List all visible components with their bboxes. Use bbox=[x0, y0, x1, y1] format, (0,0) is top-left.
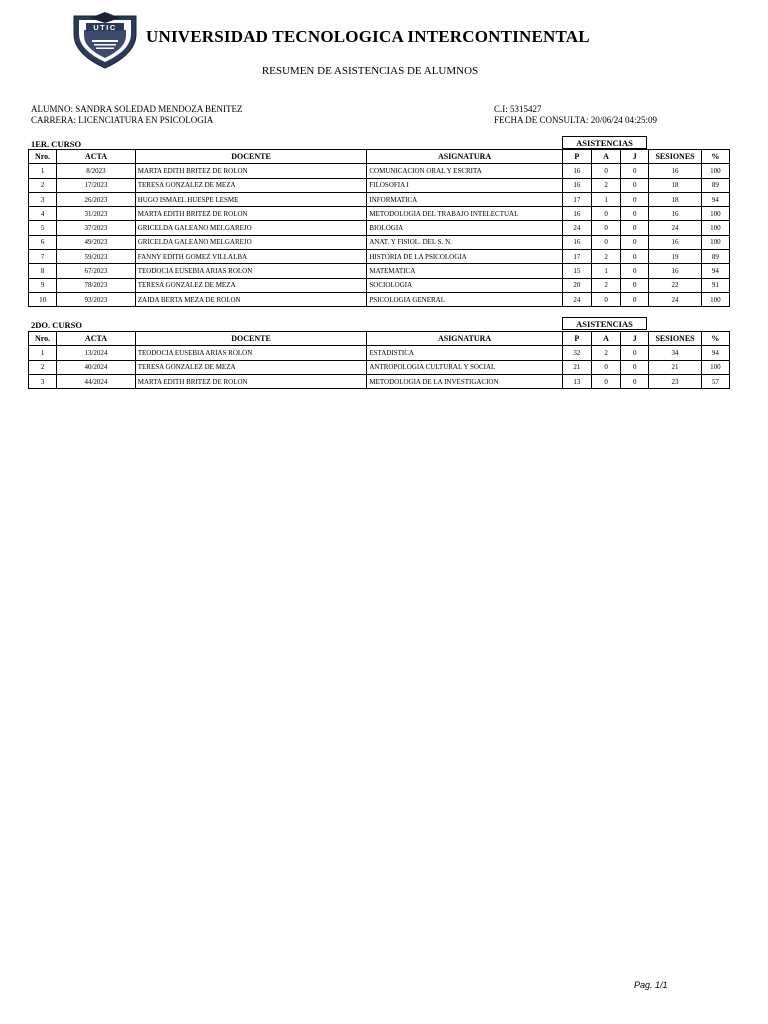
asistencias-header: ASISTENCIAS bbox=[562, 136, 647, 149]
col-asignatura-cell: ANTROPOLOGIA CULTURAL Y SOCIAL bbox=[367, 360, 562, 374]
col-a-cell: 0 bbox=[591, 292, 620, 306]
col-acta-cell: 26/2023 bbox=[57, 192, 136, 206]
col-pct-cell: 100 bbox=[701, 207, 729, 221]
col-a-cell: 1 bbox=[591, 192, 620, 206]
col-docente-cell: TERESA GONZALEZ DE MEZA bbox=[135, 178, 367, 192]
col-docente-cell: TEODOCIA EUSEBIA ARIAS ROLON bbox=[135, 264, 367, 278]
col-asignatura-header: ASIGNATURA bbox=[367, 150, 562, 164]
col-acta-cell: 37/2023 bbox=[57, 221, 136, 235]
report-title: RESUMEN DE ASISTENCIAS DE ALUMNOS bbox=[261, 65, 479, 77]
col-asignatura-cell: COMUNICACION ORAL Y ESCRITA bbox=[367, 164, 562, 178]
col-p-cell: 16 bbox=[562, 178, 591, 192]
col-j-cell: 0 bbox=[621, 178, 649, 192]
col-pct-cell: 94 bbox=[701, 264, 729, 278]
col-j-cell: 0 bbox=[621, 250, 649, 264]
col-pct-header: % bbox=[701, 150, 729, 164]
university-logo bbox=[70, 10, 140, 70]
col-sesiones-cell: 23 bbox=[649, 374, 701, 388]
col-docente-cell: HUGO ISMAEL HUESPE LESME bbox=[135, 192, 367, 206]
col-j-cell: 0 bbox=[621, 278, 649, 292]
col-docente-cell: MARTA EDITH BRITEZ DE ROLON bbox=[135, 374, 367, 388]
col-pct-cell: 57 bbox=[701, 374, 729, 388]
col-sesiones-cell: 16 bbox=[649, 264, 701, 278]
col-asignatura-cell: PSICOLOGIA GENERAL bbox=[367, 292, 562, 306]
col-nro-cell: 7 bbox=[29, 250, 57, 264]
col-p-cell: 20 bbox=[562, 278, 591, 292]
col-pct-cell: 89 bbox=[701, 250, 729, 264]
table-header-row bbox=[29, 150, 730, 164]
col-asignatura-cell: MATEMATICA bbox=[367, 264, 562, 278]
col-docente-cell: GRICELDA GALEANO MELGAREJO bbox=[135, 221, 367, 235]
col-p-cell: 15 bbox=[562, 264, 591, 278]
col-a-cell: 0 bbox=[591, 360, 620, 374]
col-pct-cell: 100 bbox=[701, 164, 729, 178]
col-docente-cell: TEODOCIA EUSEBIA ARIAS ROLON bbox=[135, 346, 367, 360]
col-acta-cell: 78/2023 bbox=[57, 278, 136, 292]
col-nro-cell: 1 bbox=[29, 346, 57, 360]
col-p-cell: 16 bbox=[562, 235, 591, 249]
col-p-cell: 16 bbox=[562, 207, 591, 221]
col-docente-cell: MARTA EDITH BRITEZ DE ROLON bbox=[135, 164, 367, 178]
col-sesiones-cell: 16 bbox=[649, 164, 701, 178]
col-a-cell: 2 bbox=[591, 278, 620, 292]
col-nro-header: Nro. bbox=[29, 150, 57, 164]
table-row bbox=[29, 250, 730, 264]
col-nro-cell: 8 bbox=[29, 264, 57, 278]
col-sesiones-cell: 24 bbox=[649, 292, 701, 306]
col-pct-cell: 91 bbox=[701, 278, 729, 292]
col-docente-header: DOCENTE bbox=[135, 332, 367, 346]
col-sesiones-cell: 19 bbox=[649, 250, 701, 264]
section-label-1er-curso: 1ER. CURSO bbox=[31, 139, 82, 149]
table-row bbox=[29, 360, 730, 374]
col-a-cell: 0 bbox=[591, 235, 620, 249]
col-acta-cell: 13/2024 bbox=[57, 346, 136, 360]
col-j-cell: 0 bbox=[621, 264, 649, 278]
col-p-header: P bbox=[562, 150, 591, 164]
col-acta-cell: 40/2024 bbox=[57, 360, 136, 374]
col-pct-cell: 94 bbox=[701, 192, 729, 206]
col-pct-cell: 100 bbox=[701, 360, 729, 374]
col-asignatura-header: ASIGNATURA bbox=[367, 332, 562, 346]
col-asignatura-cell: FILOSOFIA I bbox=[367, 178, 562, 192]
col-a-cell: 0 bbox=[591, 374, 620, 388]
student-name: ALUMNO: SANDRA SOLEDAD MENDOZA BENITEZ bbox=[31, 104, 243, 114]
col-asignatura-cell: HISTORIA DE LA PSICOLOGIA bbox=[367, 250, 562, 264]
col-docente-header: DOCENTE bbox=[135, 150, 367, 164]
col-p-cell: 24 bbox=[562, 292, 591, 306]
col-p-cell: 21 bbox=[562, 360, 591, 374]
col-acta-cell: 93/2023 bbox=[57, 292, 136, 306]
attendance-table-1er-curso bbox=[28, 149, 730, 307]
col-p-cell: 24 bbox=[562, 221, 591, 235]
col-nro-cell: 6 bbox=[29, 235, 57, 249]
col-a-cell: 2 bbox=[591, 346, 620, 360]
col-sesiones-cell: 22 bbox=[649, 278, 701, 292]
col-acta-cell: 8/2023 bbox=[57, 164, 136, 178]
table-row bbox=[29, 178, 730, 192]
table-row bbox=[29, 192, 730, 206]
col-pct-cell: 100 bbox=[701, 235, 729, 249]
col-asignatura-cell: SOCIOLOGIA bbox=[367, 278, 562, 292]
col-p-header: P bbox=[562, 332, 591, 346]
col-sesiones-cell: 18 bbox=[649, 178, 701, 192]
university-name: UNIVERSIDAD TECNOLOGICA INTERCONTINENTAL bbox=[146, 27, 590, 46]
col-j-cell: 0 bbox=[621, 164, 649, 178]
col-acta-cell: 67/2023 bbox=[57, 264, 136, 278]
col-nro-cell: 3 bbox=[29, 374, 57, 388]
col-nro-cell: 9 bbox=[29, 278, 57, 292]
table-header-row bbox=[29, 332, 730, 346]
col-a-header: A bbox=[591, 150, 620, 164]
col-sesiones-cell: 34 bbox=[649, 346, 701, 360]
col-pct-cell: 89 bbox=[701, 178, 729, 192]
section-label-2do-curso: 2DO. CURSO bbox=[31, 320, 83, 330]
col-asignatura-cell: ESTADISTICA bbox=[367, 346, 562, 360]
col-sesiones-cell: 21 bbox=[649, 360, 701, 374]
col-asignatura-cell: METODOLOGIA DE LA INVESTIGACION bbox=[367, 374, 562, 388]
col-acta-cell: 17/2023 bbox=[57, 178, 136, 192]
col-acta-header: ACTA bbox=[57, 150, 136, 164]
col-p-cell: 16 bbox=[562, 164, 591, 178]
table-row bbox=[29, 221, 730, 235]
col-j-cell: 0 bbox=[621, 221, 649, 235]
col-nro-cell: 4 bbox=[29, 207, 57, 221]
col-asignatura-cell: BIOLOGIA bbox=[367, 221, 562, 235]
col-a-cell: 2 bbox=[591, 250, 620, 264]
page-number: Pag. 1/1 bbox=[634, 980, 668, 990]
student-career: CARRERA: LICENCIATURA EN PSICOLOGIA bbox=[31, 115, 214, 125]
col-j-header: J bbox=[621, 332, 649, 346]
table-row bbox=[29, 164, 730, 178]
col-nro-cell: 10 bbox=[29, 292, 57, 306]
col-acta-cell: 31/2023 bbox=[57, 207, 136, 221]
col-nro-cell: 2 bbox=[29, 178, 57, 192]
table-row bbox=[29, 235, 730, 249]
col-nro-cell: 5 bbox=[29, 221, 57, 235]
col-acta-cell: 49/2023 bbox=[57, 235, 136, 249]
col-nro-header: Nro. bbox=[29, 332, 57, 346]
col-sesiones-cell: 18 bbox=[649, 192, 701, 206]
col-docente-cell: TERESA GONZALEZ DE MEZA bbox=[135, 278, 367, 292]
table-row bbox=[29, 374, 730, 388]
col-docente-cell: FANNY EDITH GOMEZ VILLALBA bbox=[135, 250, 367, 264]
asistencias-header: ASISTENCIAS bbox=[562, 317, 647, 330]
col-j-cell: 0 bbox=[621, 292, 649, 306]
student-ci: C.I: 5315427 bbox=[494, 104, 542, 114]
col-a-cell: 1 bbox=[591, 264, 620, 278]
col-p-cell: 13 bbox=[562, 374, 591, 388]
col-pct-cell: 100 bbox=[701, 292, 729, 306]
col-j-cell: 0 bbox=[621, 360, 649, 374]
col-p-cell: 17 bbox=[562, 192, 591, 206]
col-docente-cell: GRICELDA GALEANO MELGAREJO bbox=[135, 235, 367, 249]
col-sesiones-header: SESIONES bbox=[649, 332, 701, 346]
col-sesiones-header: SESIONES bbox=[649, 150, 701, 164]
col-acta-header: ACTA bbox=[57, 332, 136, 346]
col-asignatura-cell: ANAT. Y FISIOL. DEL S. N. bbox=[367, 235, 562, 249]
col-nro-cell: 2 bbox=[29, 360, 57, 374]
col-asignatura-cell: METODOLOGIA DEL TRABAJO INTELECTUAL bbox=[367, 207, 562, 221]
col-a-header: A bbox=[591, 332, 620, 346]
col-pct-header: % bbox=[701, 332, 729, 346]
logo-text: UTIC bbox=[93, 23, 117, 32]
col-asignatura-cell: INFORMATICA bbox=[367, 192, 562, 206]
col-a-cell: 0 bbox=[591, 207, 620, 221]
table-row bbox=[29, 207, 730, 221]
col-pct-cell: 94 bbox=[701, 346, 729, 360]
col-acta-cell: 59/2023 bbox=[57, 250, 136, 264]
col-sesiones-cell: 16 bbox=[649, 235, 701, 249]
col-pct-cell: 100 bbox=[701, 221, 729, 235]
col-a-cell: 2 bbox=[591, 178, 620, 192]
query-date: FECHA DE CONSULTA: 20/06/24 04:25:09 bbox=[494, 115, 657, 125]
col-j-cell: 0 bbox=[621, 346, 649, 360]
col-j-cell: 0 bbox=[621, 374, 649, 388]
col-p-cell: 32 bbox=[562, 346, 591, 360]
table-row bbox=[29, 346, 730, 360]
col-docente-cell: MARTA EDITH BRITEZ DE ROLON bbox=[135, 207, 367, 221]
col-docente-cell: TERESA GONZALEZ DE MEZA bbox=[135, 360, 367, 374]
col-j-cell: 0 bbox=[621, 235, 649, 249]
col-sesiones-cell: 16 bbox=[649, 207, 701, 221]
attendance-table-2do-curso bbox=[28, 331, 730, 389]
col-nro-cell: 3 bbox=[29, 192, 57, 206]
col-nro-cell: 1 bbox=[29, 164, 57, 178]
col-j-cell: 0 bbox=[621, 192, 649, 206]
col-j-header: J bbox=[621, 150, 649, 164]
table-row bbox=[29, 278, 730, 292]
col-j-cell: 0 bbox=[621, 207, 649, 221]
col-a-cell: 0 bbox=[591, 221, 620, 235]
col-acta-cell: 44/2024 bbox=[57, 374, 136, 388]
col-p-cell: 17 bbox=[562, 250, 591, 264]
table-row bbox=[29, 264, 730, 278]
col-a-cell: 0 bbox=[591, 164, 620, 178]
table-row bbox=[29, 292, 730, 306]
col-sesiones-cell: 24 bbox=[649, 221, 701, 235]
col-docente-cell: ZAIDA BERTA MEZA DE ROLON bbox=[135, 292, 367, 306]
